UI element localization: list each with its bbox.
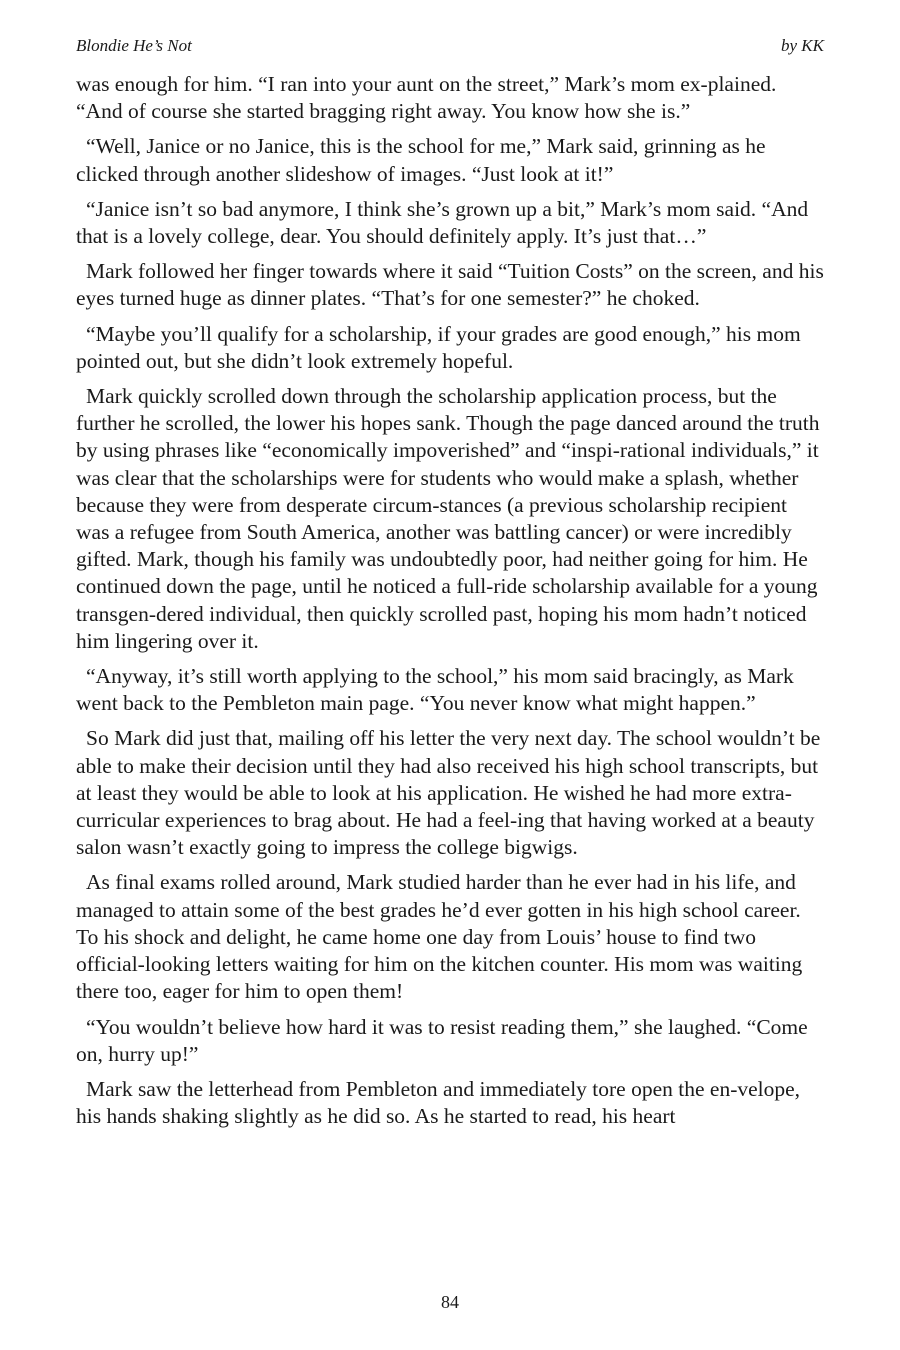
page-number: 84 — [441, 1292, 459, 1312]
paragraph: “You wouldn’t believe how hard it was to resist reading them,” she laughed. “Come on, hurry up!” — [76, 1014, 808, 1066]
paragraph: As final exams rolled around, Mark studied harder than he ever had in his life, and managed to attain some of the best grades he’d ever gotten in his high school career. To his shock and delight, he came home one day from Louis’ house to find two official-looking letters waiting for him on the kitchen counter. His mom was waiting there too, eager for him to open them! — [76, 870, 803, 1004]
paragraph: So Mark did just that, mailing off his letter the very next day. The school wouldn’t be able to make their decision until they had also received his high school transcripts, but at least they would be able to look at his application. He wished he had more extra-curricular experiences to brag about. He had a feel-ing that having worked at a beauty salon wasn’t exactly going to impress the college bigwigs. — [76, 726, 821, 860]
paragraph: “Janice isn’t so bad anymore, I think she’s grown up a bit,” Mark’s mom said. “And that is a lovely college, dear. You should definitely apply. It’s just that…” — [76, 196, 809, 249]
paragraph: Mark quickly scrolled down through the scholarship application process, but the further he scrolled, the lower his hopes sank. Though the page danced around the truth by using phrases like “economically impoverished” and “inspi-rational individuals,” it was clear that the scholarships were for students who would make a splash, whether because they were from desperate circum-stances (a previous scholarship recipient was a refugee from South America, another was battling cancer) or were incredibly gifted. Mark, though his family was undoubtedly poor, had neither going for him. He continued down the page, until he noticed a full-ride scholarship available for a young transgen-dered individual, then quickly scrolled past, hoping his mom hadn’t noticed him lingering over it. — [76, 384, 820, 653]
book-title: Blondie He’s Not — [76, 36, 192, 55]
running-head — [76, 34, 824, 60]
book-author: by KK — [781, 36, 824, 55]
paragraph: “Anyway, it’s still worth applying to the school,” his mom said bracingly, as Mark went back to the Pembleton main page. “You never know what might happen.” — [76, 664, 794, 716]
paragraph: Mark followed her finger towards where it said “Tuition Costs” on the screen, and his eyes turned huge as dinner plates. “That’s for one semester?” he choked. — [76, 259, 824, 311]
body-text — [76, 71, 825, 1138]
paragraph: Mark saw the letterhead from Pembleton and immediately tore open the en-velope, his hands shaking slightly as he did so. As he started to read, his heart — [76, 1076, 801, 1129]
paragraph: “Maybe you’ll qualify for a scholarship, if your grades are good enough,” his mom pointed out, but she didn’t look extremely hopeful. — [76, 321, 801, 373]
paragraph: was enough for him. “I ran into your aunt on the street,” Mark’s mom ex-plained. “And of course she started bragging right away. You know how she is.” — [76, 72, 777, 124]
paragraph: “Well, Janice or no Janice, this is the school for me,” Mark said, grinning as he clicked through another slideshow of images. “Just look at it!” — [76, 134, 766, 186]
